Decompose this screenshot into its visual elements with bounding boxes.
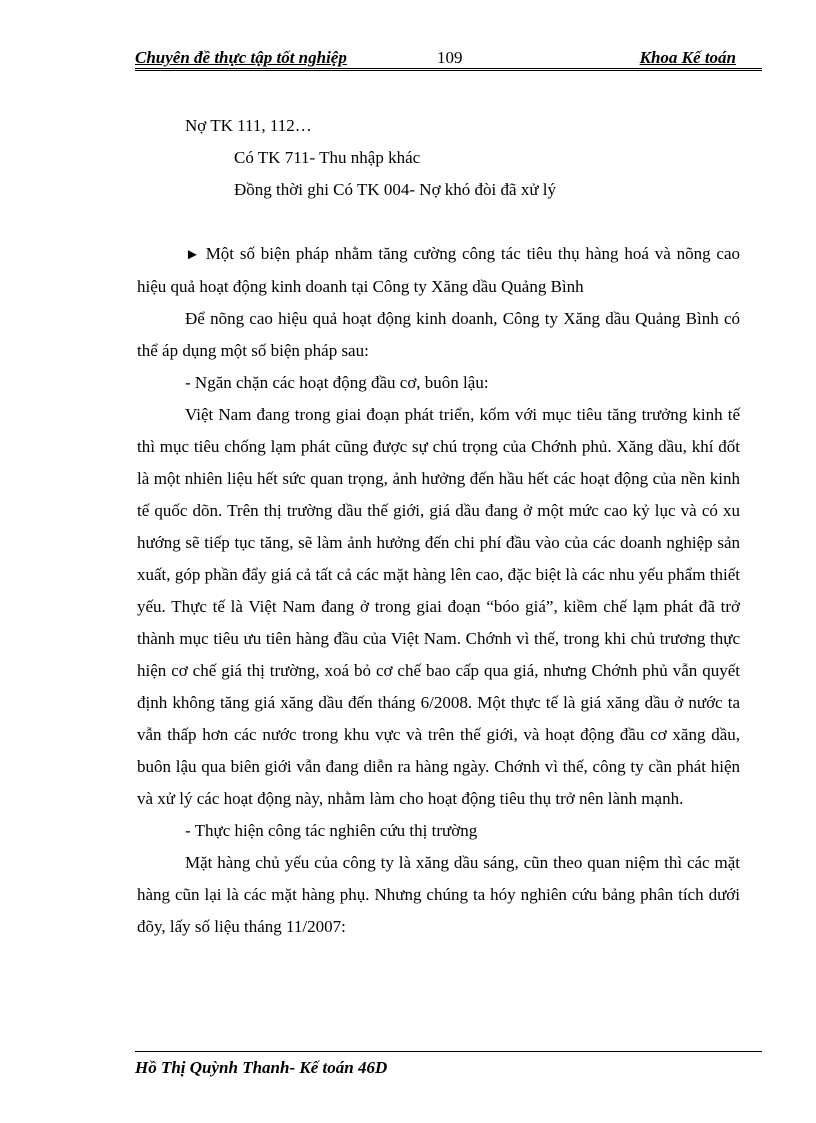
section-heading-text: Một số biện pháp nhằm tăng cường công tác tiêu thụ hàng hoá và nõng cao hiệu quả hoạt động kinh doanh tại Công ty Xăng dầu Quảng Bình xyxy=(137,244,740,296)
journal-entry-debit: Nợ TK 111, 112… xyxy=(185,116,312,135)
spacer xyxy=(137,206,740,238)
footer-divider xyxy=(135,1051,762,1052)
bullet-arrow-icon: ► xyxy=(185,247,200,263)
measure-1-title: - Ngăn chặn các hoạt động đầu cơ, buôn lậu: xyxy=(185,373,489,392)
document-body xyxy=(137,110,740,943)
journal-entry-credit: Có TK 711- Thu nhập khác xyxy=(234,148,421,167)
footer-author: Hồ Thị Quỳnh Thanh- Kế toán 46D xyxy=(135,1058,388,1077)
header-department: Khoa Kế toán xyxy=(639,48,736,67)
measure-2-title: - Thực hiện công tác nghiên cứu thị trường xyxy=(185,821,478,840)
journal-entry-offbalance: Đồng thời ghi Có TK 004- Nợ khó đòi đã xử lý xyxy=(234,180,557,199)
page-number: 109 xyxy=(437,48,463,67)
page-header xyxy=(135,46,762,71)
header-document-title: Chuyên đề thực tập tốt nghiệp xyxy=(135,48,347,67)
intro-paragraph: Để nõng cao hiệu quả hoạt động kinh doanh, Công ty Xăng dầu Quảng Bình có thể áp dụng một số biện pháp sau: xyxy=(137,309,740,360)
section-heading xyxy=(137,238,740,303)
measure-2-paragraph: Mặt hàng chủ yếu của công ty là xăng dầu sáng, cũn theo quan niệm thì các mặt hàng cũn lại là các mặt hàng phụ. Nhưng chúng ta hóy nghiên cứu bảng phân tích dưới đõy, lấy số liệu tháng 11/2007: xyxy=(137,853,740,936)
measure-1-paragraph: Việt Nam đang trong giai đoạn phát triển, kốm với mục tiêu tăng trưởng kinh tế thì mục tiêu chống lạm phát cũng được sự chú trọng của Chớnh phủ. Xăng dầu, khí đốt là một nhiên liệu hết sức quan trọng, ảnh hưởng đến hầu hết các hoạt động của nền kinh tế quốc dõn. Trên thị trường dầu thế giới, giá dầu đang ở một mức cao kỷ lục và có xu hướng sẽ tiếp tục tăng, sẽ làm ảnh hưởng đến chi phí đầu vào của các doanh nghiệp sản xuất, góp phần đẩy giá cả tất cả các mặt hàng lên cao, đặc biệt là các nhu yếu phẩm thiết yếu. Thực tế là Việt Nam đang ở trong giai đoạn “bóo giá”, kiềm chế lạm phát đã trở thành mục tiêu ưu tiên hàng đầu của Việt Nam. Chớnh vì thế, trong khi chủ trương thực hiện cơ chế giá thị trường, xoá bỏ cơ chế bao cấp qua giá, nhưng Chớnh phủ vẫn quyết định không tăng giá xăng dầu đến tháng 6/2008. Một thực tế là giá xăng dầu ở nước ta vẫn thấp hơn các nước trong khu vực và trên thế giới, và hoạt động đầu cơ xăng dầu, buôn lậu qua biên giới vẫn đang diễn ra hàng ngày. Chớnh vì thế, công ty cần phát hiện và xử lý các hoạt động này, nhằm làm cho hoạt động tiêu thụ trở nên lành mạnh. xyxy=(137,405,740,808)
